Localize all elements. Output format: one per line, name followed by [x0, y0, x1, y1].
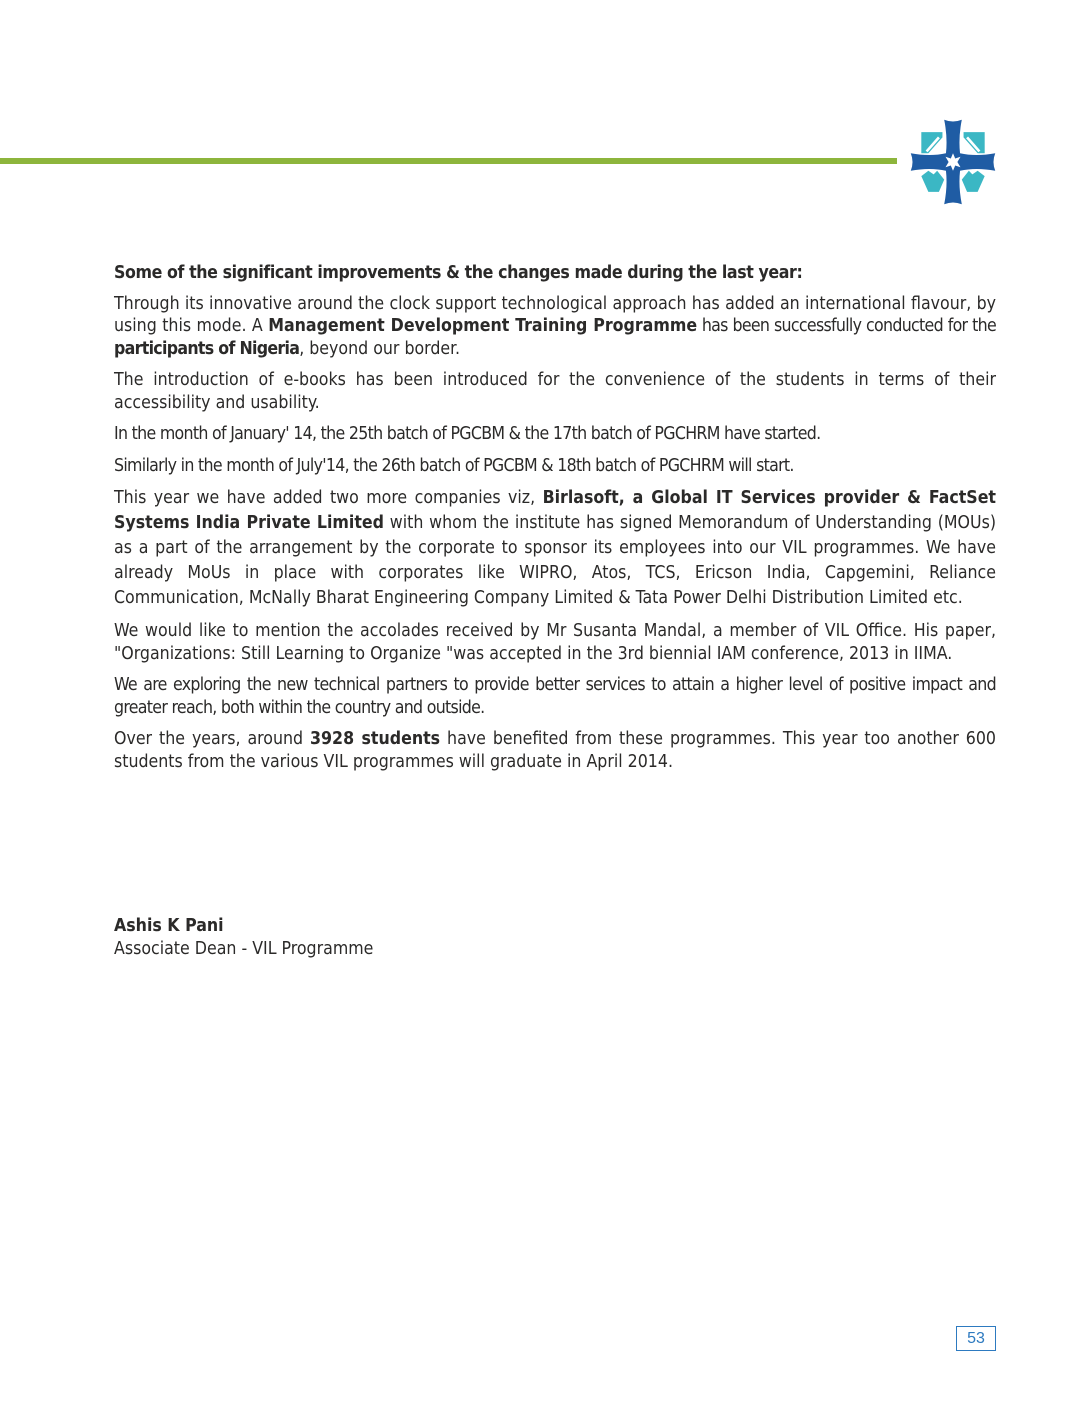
- paragraph-international-programme: [114, 293, 996, 361]
- page-number: 53: [956, 1326, 996, 1351]
- signatory-title: Associate Dean - VIL Programme: [114, 939, 374, 959]
- text-run: Similarly in the month of July'14, the 26th batch of PGCBM & 18th batch of PGCHRM will start.: [114, 455, 794, 476]
- paragraph-july-batch: [114, 455, 996, 478]
- signature-block: [114, 915, 373, 961]
- paragraph-accolades: [114, 620, 996, 665]
- text-run: We would like to mention the accolades received by Mr Susanta Mandal, a member of VIL Office. His paper, "Organizations: Still Learning to Organize "was accepted in the 3rd biennial IAM conference, 2013 in IIMA.: [114, 621, 996, 664]
- text-run: Over the years, around: [114, 729, 311, 749]
- text-run: In the month of January' 14, the 25th batch of PGCBM & the 17th batch of PGCHRM have started.: [114, 424, 821, 444]
- bold-student-count: 3928 students: [310, 729, 441, 749]
- text-run: with whom the institute has signed Memorandum of Understanding (MOUs) as a part of the arrangement by the corporate to sponsor its employees into our VIL programmes. We have already MoUs in place with corporates like WIPRO, Atos, TCS, Ericson India, Capgemini, Reliance Communication, McNally Bharat Engineering Company Limited & Tata Power Delhi Distribution Limited etc.: [114, 513, 996, 608]
- paragraph-ebooks: [114, 369, 996, 414]
- cross-emblem-icon: [909, 118, 997, 206]
- paragraph-students-benefited: [114, 728, 996, 773]
- text-run: , beyond our border.: [299, 338, 461, 359]
- bold-participants: participants of Nigeria: [114, 338, 300, 359]
- bold-programme-name: Management Development Training Programme: [268, 316, 698, 336]
- paragraph-technical-partners: [114, 674, 996, 719]
- bold-company-names: Birlasoft, a Global IT Services provider & FactSet Systems India Private Limited: [114, 488, 996, 533]
- article-body: [114, 262, 996, 782]
- text-run: have benefited from these programmes. This year too another 600 students from the various VIL programmes will graduate in April 2014.: [114, 729, 996, 772]
- text-run: Through its innovative around the clock support technological approach has added an international flavour, by using this mode. A: [114, 293, 996, 336]
- paragraph-new-companies: [114, 486, 996, 611]
- paragraph-january-batch: [114, 423, 996, 446]
- header-divider-rule: [0, 158, 897, 164]
- section-heading: Some of the significant improvements & the changes made during the last year:: [114, 263, 803, 283]
- signatory-name: Ashis K Pani: [114, 916, 224, 936]
- text-run: This year we have added two more companies viz,: [114, 488, 543, 508]
- text-run: The introduction of e-books has been introduced for the convenience of the students in terms of their accessibility and usability.: [114, 370, 996, 413]
- institute-logo: [909, 118, 997, 206]
- text-run: We are exploring the new technical partners to provide better services to attain a higher level of positive impact and greater reach, both within the country and outside.: [114, 675, 996, 718]
- text-run: has been successfully conducted for the: [697, 316, 996, 336]
